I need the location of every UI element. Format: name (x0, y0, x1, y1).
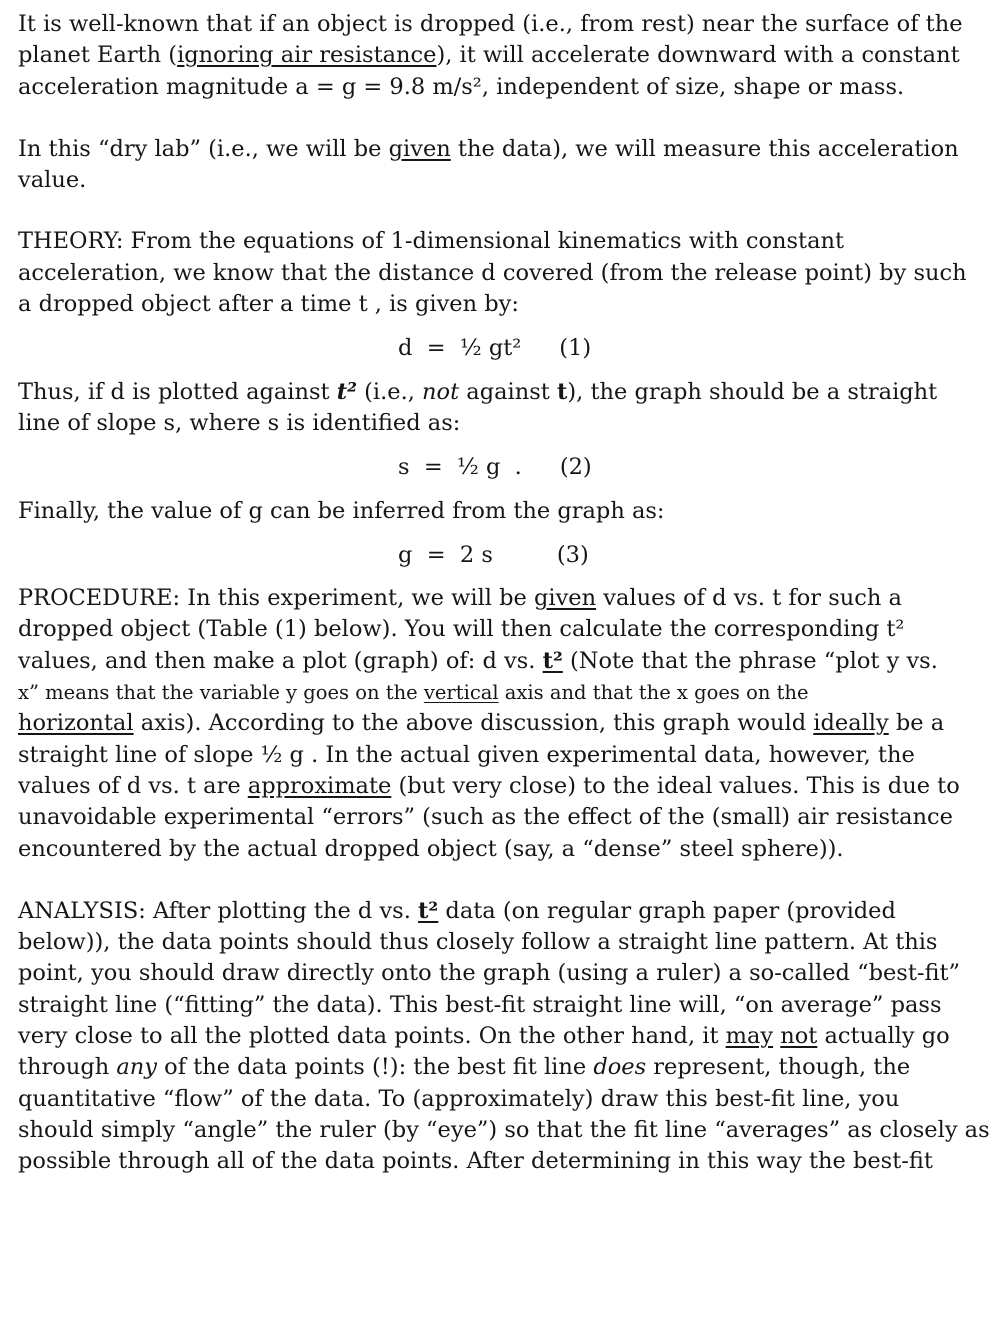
underlined-text: t² (418, 897, 439, 924)
text-span: value. (18, 167, 87, 194)
equation-number: (3) (556, 541, 589, 568)
text-span: line of slope s, where s is identified as: (18, 409, 461, 436)
text-line (18, 1115, 1000, 1146)
text-line (18, 40, 1000, 71)
equation-text: g = 2 s (398, 541, 493, 568)
text-span: (i.e., (356, 378, 423, 405)
equation-1 (18, 333, 1000, 364)
text-span: Finally, the value of g can be inferred from the graph as: (18, 497, 665, 524)
text-span: straight line (“fitting” the data). This best-fit straight line will, “on average” pass (18, 991, 942, 1018)
text-line (18, 958, 1000, 989)
analysis-section (18, 896, 1000, 1178)
text-span: values of d vs. t are (18, 772, 248, 799)
equation-number: (1) (559, 335, 592, 362)
text-span: acceleration, we know that the distance d covered (from the release point) by such (18, 259, 967, 286)
underlined-text: vertical (423, 681, 499, 705)
text-line (18, 1052, 1000, 1083)
equation-3 (18, 540, 1000, 571)
text-span: ANALYSIS: After plotting the d vs. (18, 897, 419, 924)
text-line (18, 740, 1000, 771)
text-span: acceleration magnitude a = g = 9.8 m/s², independent of size, shape or mass. (18, 73, 905, 100)
text-span: PROCEDURE: In this experiment, we will be (18, 585, 534, 612)
text-line (18, 990, 1000, 1021)
text-line (18, 771, 1000, 802)
text-span: Thus, if d is plotted against (18, 378, 337, 405)
text-line (18, 377, 1000, 408)
text-span: (but very close) to the ideal values. This is due to (391, 772, 960, 799)
text-span: be a (888, 710, 945, 737)
text-line (18, 72, 1000, 103)
text-line (18, 927, 1000, 958)
text-span: x” means that the variable y goes on the (18, 681, 424, 705)
theory-section (18, 226, 1000, 571)
text-span: ), it will accelerate downward with a constant (436, 42, 960, 69)
document-page (18, 9, 1000, 1178)
text-line (18, 802, 1000, 833)
text-span: below)), the data points should thus closely follow a straight line pattern. At this (18, 929, 938, 956)
text-line (18, 289, 1000, 320)
text-span: through (18, 1054, 117, 1081)
text-span: should simply “angle” the ruler (by “eye”) so that the fit line “averages” as closely as (18, 1116, 990, 1143)
intro-paragraph (18, 9, 1000, 103)
bold-text: t (556, 378, 568, 405)
equation-2 (18, 452, 1000, 483)
text-span: (Note that the phrase “plot y vs. (562, 647, 938, 674)
text-line (18, 1146, 1000, 1177)
text-line (18, 408, 1000, 439)
dry-lab-paragraph (18, 134, 1000, 197)
text-line (18, 646, 1000, 677)
text-line (18, 708, 1000, 739)
text-span: actually go (817, 1023, 950, 1050)
text-span: axis). According to the above discussion, this graph would (133, 710, 814, 737)
underlined-text: ignoring air resistance (177, 42, 437, 69)
text-line (18, 834, 1000, 865)
text-line (18, 134, 1000, 165)
text-span: unavoidable experimental “errors” (such as the effect of the (small) air resistance (18, 804, 953, 831)
underlined-text: horizontal (18, 710, 134, 737)
text-span: against (459, 378, 557, 405)
text-span: values of d vs. t for such a (596, 585, 902, 612)
text-span: of the data points (!): the best fit line (157, 1054, 594, 1081)
text-line (18, 1084, 1000, 1115)
italic-text: any (116, 1054, 157, 1081)
text-span: It is well-known that if an object is dropped (i.e., from rest) near the surface of the (18, 11, 963, 37)
underlined-text: given (388, 135, 451, 162)
italic-text: not (422, 378, 460, 405)
text-line (18, 9, 1000, 40)
text-line (18, 226, 1000, 257)
text-line (18, 165, 1000, 196)
text-line (18, 614, 1000, 645)
text-span: quantitative “flow” of the data. To (approximately) draw this best-fit line, you (18, 1085, 900, 1112)
text-span: straight line of slope ½ g . In the actual given experimental data, however, the (18, 741, 915, 768)
text-line (18, 677, 1000, 708)
text-span: a dropped object after a time t , is given by: (18, 291, 519, 318)
text-span: very close to all the plotted data points. On the other hand, it (18, 1023, 726, 1050)
text-span: In this “dry lab” (i.e., we will be (18, 135, 389, 162)
text-span: ), the graph should be a straight (567, 378, 938, 405)
text-span: THEORY: From the equations of 1-dimensional kinematics with constant (18, 228, 845, 255)
underlined-text: approximate (247, 772, 392, 799)
bold-italic-text: t² (336, 378, 357, 405)
text-line (18, 258, 1000, 289)
equation-text: s = ½ g . (398, 454, 522, 481)
underlined-text: given (533, 585, 597, 612)
text-line (18, 896, 1000, 927)
procedure-section (18, 583, 1000, 865)
equation-text: d = ½ gt² (398, 335, 522, 362)
text-span: values, and then make a plot (graph) of: d vs. (18, 647, 543, 674)
text-span: possible through all of the data points. After determining in this way the best-fit (18, 1148, 933, 1175)
underlined-text: not (780, 1023, 818, 1050)
text-line (18, 1021, 1000, 1052)
text-span: data (on regular graph paper (provided (438, 897, 896, 924)
text-span: encountered by the actual dropped object (say, a “dense” steel sphere)). (18, 835, 844, 862)
text-span: dropped object (Table (1) below). You will then calculate the corresponding t² (18, 616, 905, 643)
underlined-text: t² (542, 647, 563, 674)
text-line (18, 583, 1000, 614)
underlined-text: may (725, 1023, 774, 1050)
text-span: the data), we will measure this acceleration (450, 135, 959, 162)
italic-text: does (593, 1054, 647, 1081)
underlined-text: ideally (813, 710, 889, 737)
equation-number: (2) (559, 454, 592, 481)
text-span: axis and that the x goes on the (498, 681, 809, 705)
text-span: represent, though, the (646, 1054, 911, 1081)
text-line (18, 496, 1000, 527)
text-span: point, you should draw directly onto the graph (using a ruler) a so-called “best-fit” (18, 960, 961, 987)
text-span: planet Earth ( (18, 42, 178, 69)
